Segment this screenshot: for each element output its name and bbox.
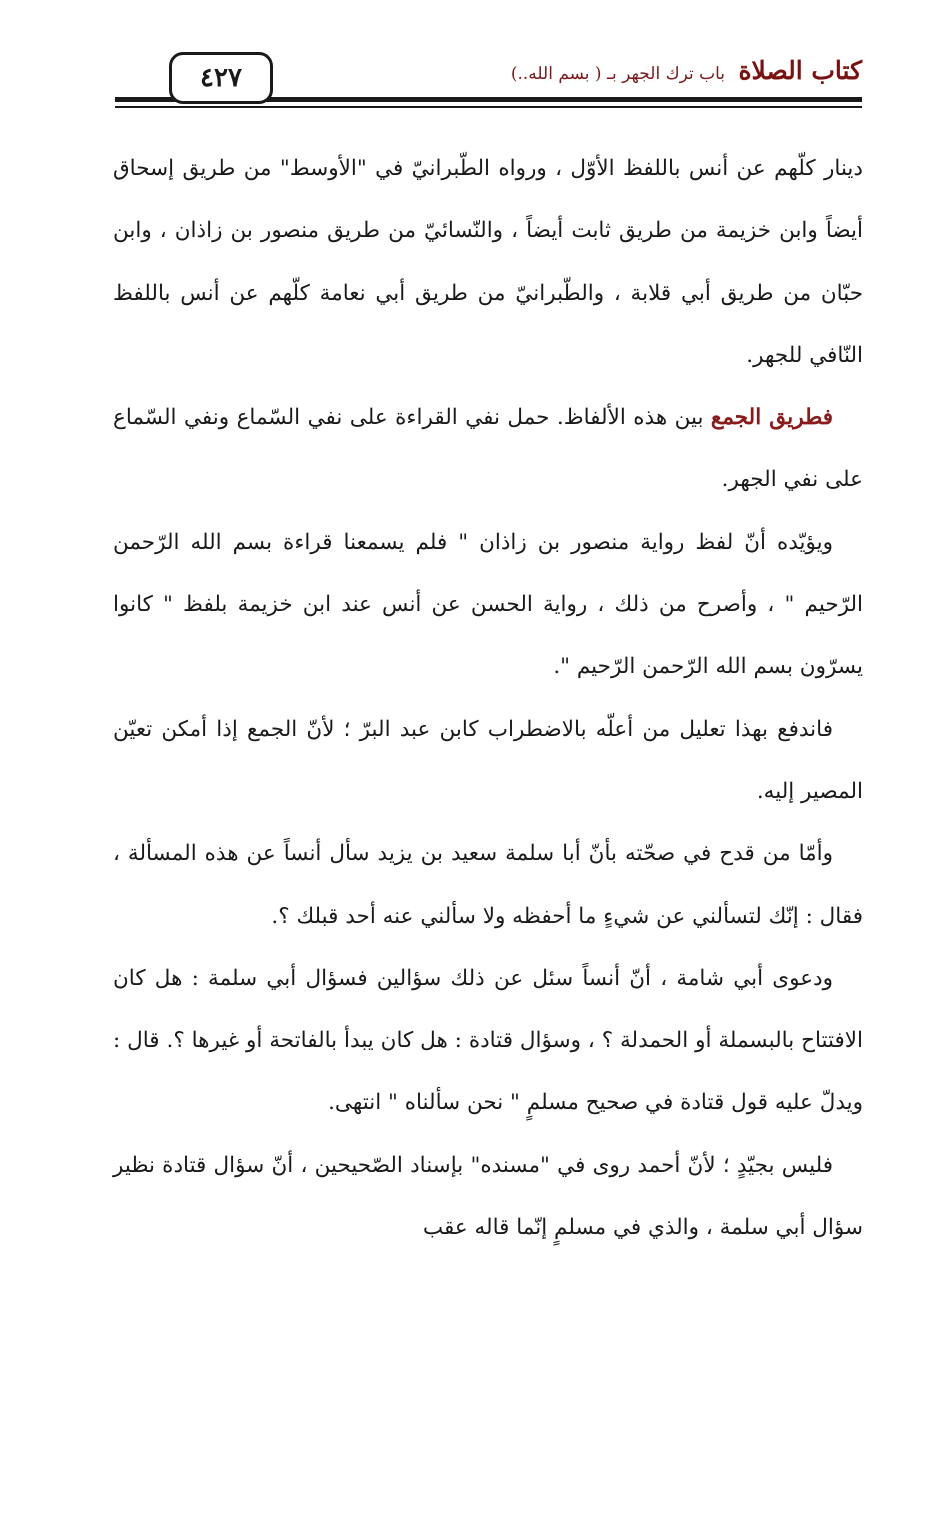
paragraph-4: فاندفع بهذا تعليل من أعلّه بالاضطراب كابن عبد البرّ ؛ لأنّ الجمع إذا أمكن تعيّن المصير إليه. (113, 716, 863, 804)
paragraph-2-lead: فطريق الجمع (710, 405, 833, 431)
paragraph-6: ودعوى أبي شامة ، أنّ أنساً سئل عن ذلك سؤالين فسؤال أبي سلمة : هل كان الافتتاح بالبسملة أو الحمدلة ؟ ، وسؤال قتادة : هل كان يبدأ بالفاتحة أو غيرها ؟. قال : ويدلّ عليه قول قتادة في صحيح مسلمٍ " نحن سألناه " انتهى. (113, 965, 863, 1116)
paragraph-1: دينار كلّهم عن أنس باللفظ الأوّل ، ورواه الطّبرانيّ في "الأوسط" من طريق إسحاق أيضاً وابن خزيمة من طريق ثابت أيضاً ، والنّسائيّ من طريق منصور بن زاذان ، وابن حبّان من طريق أبي قلابة ، والطّبرانيّ من طريق أبي نعامة كلّهم عن أنس باللفظ النّافي للجهر. (113, 156, 863, 368)
paragraph-5: وأمّا من قدح في صحّته بأنّ أبا سلمة سعيد بن يزيد سأل أنساً عن هذه المسألة ، فقال : إنّك لتسألني عن شيءٍ ما أحفظه ولا سألني عنه أحد قبلك ؟. (113, 841, 863, 929)
book-title: كتاب الصلاة (738, 56, 862, 85)
page-number: ٤٢٧ (169, 52, 273, 104)
chapter-title: باب ترك الجهر بـ ( بسم الله..) (510, 64, 726, 84)
paragraph-7: فليس بجيّدٍ ؛ لأنّ أحمد روى في "مسنده" بإسناد الصّحيحين ، أنّ سؤال قتادة نظير سؤال أبي سلمة ، والذي في مسلمٍ إنّما قاله عقب (113, 1152, 863, 1241)
running-title (511, 56, 862, 85)
paragraph-2-text: بين هذه الألفاظ. حمل نفي القراءة على نفي السّماع ونفي السّماع على نفي الجهر. (113, 405, 863, 493)
page-body (113, 138, 863, 1259)
paragraph-3: ويؤيّده أنّ لفظ رواية منصور بن زاذان " فلم يسمعنا قراءة بسم الله الرّحمن الرّحيم " ، وأصرح من ذلك ، رواية الحسن عن أنس عند ابن خزيمة بلفظ " كانوا يسرّون بسم الله الرّحمن الرّحيم ". (113, 529, 863, 680)
header-rule-thin (115, 106, 862, 108)
page-header (115, 48, 862, 108)
paragraph-2 (113, 387, 863, 512)
